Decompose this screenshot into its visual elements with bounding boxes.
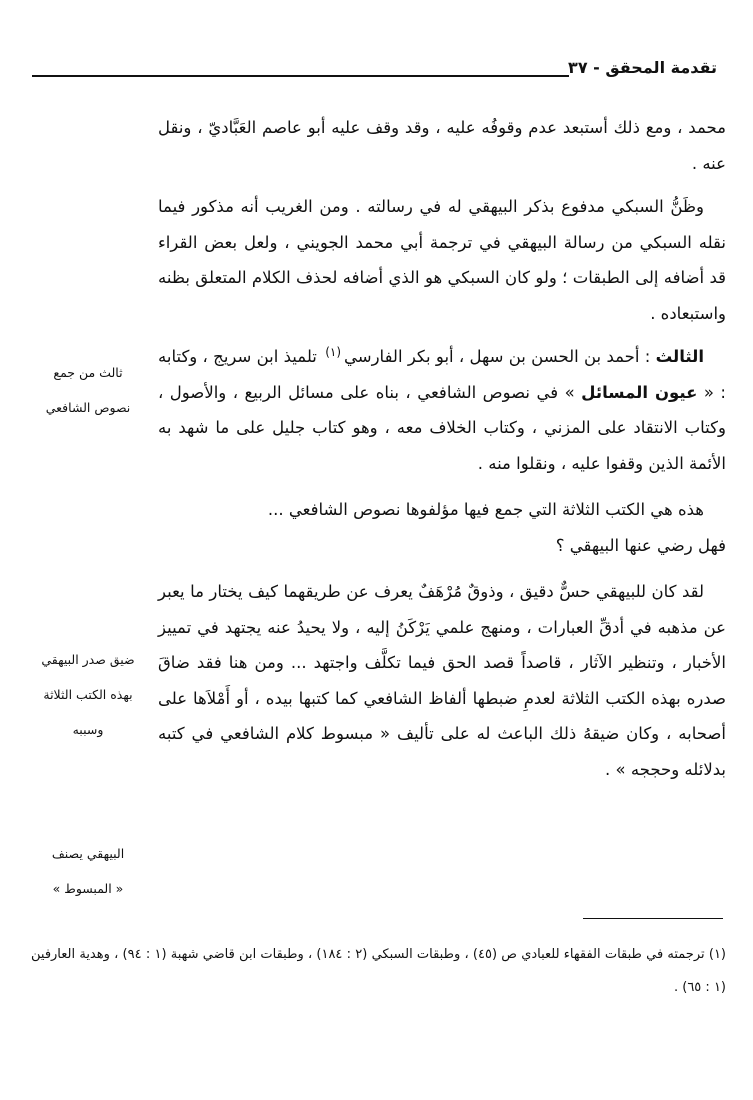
book-title-uyun: عيون المسائل (581, 382, 698, 402)
footnote-ref: (١) (325, 345, 342, 359)
margin-note-line: بهذه الكتب الثلاثة (43, 687, 133, 702)
paragraph-3-part-b: تلميذ ابن سريج ، وكتابه : « (158, 347, 726, 402)
paragraph-5: لقد كان للبيهقي حسٌّ دقيق ، وذوقٌ مُرْهَفٌ يعرف عن طريقهما كيف يختار ما يعبر عن مذهبه في أدقِّ العبارات ، ومنهج علمي يَرْكَنُ إليه ، ولا يحيدُ عنه يجتهد في تمييز الأخبار ، وتنظير الآثار ، قاصداً قصد الحق فيما تكلَّف واجتهد ... ومن هنا فقد ضاقَ صدره بهذه الكتب الثلاثة لعدمِ ضبطها ألفاظ الشافعي كما كتبها بيده ، أو أَمْلاَها على أصحابه ، وكان ضيقهُ ذلك الباعث له على تأليف « مبسوط كلام الشافعي في كتبه بدلائله وحججه » . (158, 582, 726, 779)
main-text (158, 110, 726, 787)
paragraph-4-line-2: فهل رضي عنها البيهقي ؟ (555, 535, 726, 555)
running-title: تقدمة المحقق - ٣٧ (568, 58, 717, 77)
section-lead-third: الثالث (655, 347, 705, 366)
margin-note-line: « المبسوط » (52, 881, 124, 896)
paragraph-2: وظَنُّ السبكي مدفوع بذكر البيهقي له في رسالته . ومن الغريب أنه مذكور فيما نقله السبكي من رسالة البيهقي في ترجمة أبي محمد الجويني ، ولعل بعض القراء قد أضافه إلى الطبقات ؛ ولو كان السبكي هو الذي أضافه لحذف الكلام المتعلق بظنه واستبعاده . (158, 197, 726, 323)
paragraph-4 (158, 492, 726, 563)
footnote-separator (583, 918, 723, 919)
paragraph-3-part-a: : أحمد بن الحسن بن سهل ، أبو بكر الفارسي (344, 347, 651, 366)
margin-note-line: وسببه (72, 722, 104, 737)
margin-note-line: ضيق صدر البيهقي (41, 652, 135, 667)
paragraph-1: محمد ، ومع ذلك أستبعد عدم وقوفُه عليه ، وقد وقف عليه أبو عاصم العَبَّاديّ ، ونقل عنه . (158, 118, 726, 173)
paragraph-3-part-c: » في نصوص الشافعي ، بناه على مسائل الربيع ، والأصول ، وكتاب الانتقاد على المزني ، وكتاب الخلاف معه ، وهو كتاب جليل على ما شهد به الأئمة الذين وقفوا عليه ، ونقلوا منه . (158, 382, 726, 473)
margin-note-line: نصوص الشافعي (45, 400, 131, 415)
margin-note-mabsut (27, 836, 149, 906)
margin-note-bayhaqi-discontent (27, 642, 149, 747)
paragraph-4-line-1: هذه هي الكتب الثلاثة التي جمع فيها مؤلفوها نصوص الشافعي ... (267, 500, 704, 519)
margin-note-line: البيهقي يصنف (51, 846, 125, 861)
footnote: (١) ترجمته في طبقات الفقهاء للعبادي ص (٤٥) ، وطبقات السبكي (٢ : ١٨٤) ، وطبقات ابن قاضي شهبة (١ : ٩٤) ، وهدية العارفين (١ : ٦٥) . (31, 947, 726, 995)
page-header (32, 52, 717, 86)
paragraph-3 (158, 339, 726, 481)
header-rule (32, 75, 569, 77)
margin-note-third-collector (27, 355, 149, 425)
margin-note-line: ثالث من جمع (53, 365, 123, 380)
